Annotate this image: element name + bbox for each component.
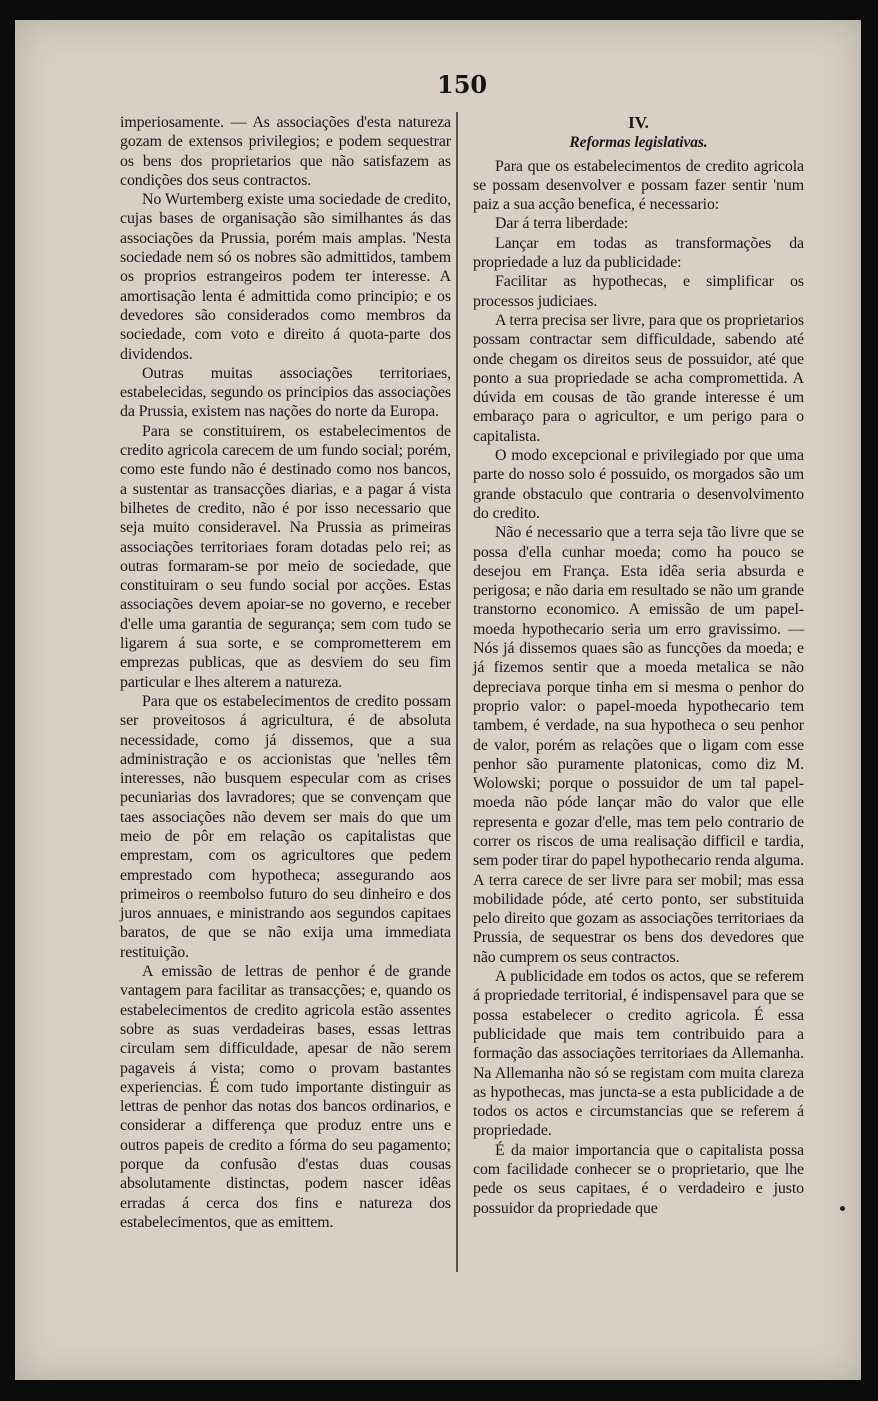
right-paragraph-1: Para que os estabelecimentos de credito agricola se possam desenvolver e possam fazer sentir 'num paiz a sua acção benefica, é necessario: <box>473 157 804 214</box>
column-divider <box>456 112 458 1272</box>
right-column <box>473 113 804 1218</box>
right-paragraph-2: Dar á terra liberdade: <box>495 215 629 233</box>
right-paragraph-3: Lançar em todas as transformações da propriedade a luz da publicidade: <box>473 234 804 272</box>
left-paragraph-6: A emissão de lettras de penhor é de grande vantagem para facilitar as transacções; e, quando os estabelecimentos de credito agricola estão assentes sobre as suas verdadeiras bases, essas lettras circulam sem difficuldade, apesar de não serem pagaveis á vista; como o provam bastantes experiencias. É com tudo importante distinguir as lettras de penhor das notas dos bancos ordinarios, e considerar a differença que produz entre uns e outros papeis de credito a fórma do seu pagamento; porque da confusão d'estas duas cousas absolutamente distinctas, podem nascer idêas erradas á cerca dos fins e natureza dos estabelecimentos, que as emittem. <box>120 963 451 1231</box>
left-column <box>120 113 451 1232</box>
right-paragraph-6: O modo excepcional e privilegiado por que uma parte do nosso solo é possuido, os morgados são um grande obstaculo que contraria o desenvolvimento do credito. <box>473 447 804 522</box>
right-paragraph-7: Não é necessario que a terra seja tão livre que se possa d'ella cunhar moeda; como ha pouco se desejou em França. Esta idêa seria absurda e perigosa; e não daria em resultado se não um grande transtorno economico. A emissão de um papel-moeda hypothecario seria um erro gravissimo. — Nós já dissemos quaes são as funcções da moeda; e já fizemos sentir que a moeda metalica se não depreciava porque tinha em si mesma o penhor do proprio valor: o papel-moeda hypothecario tem tambem, é verdade, na sua hypotheca o seu penhor de valor, porém as relações que o ligam com esse penhor são puramente platonicas, como diz M. Wolowski; porque o possuidor de um tal papel-moeda não póde lançar mão do valor que elle representa e gozar d'elle, mas tem pelo contrario de correr os riscos de uma realisação difficil e tardia, sem poder tirar do papel hypothecario renda alguma. A terra carece de ser livre para ser mobil; mas essa mobilidade póde, até certo ponto, ser substituida pelo direito que gozam as associações territoriaes da Prussia, de sequestrar os bens dos devedores que não cumprem os seus contractos. <box>473 524 804 966</box>
page-number: 150 <box>437 70 488 99</box>
left-paragraph-4: Para se constituirem, os estabelecimentos de credito agricola carecem de um fundo social; porém, como este fundo não é destinado como nos bancos, a sustentar as transacções diarias, e a pagar á vista bilhetes de credito, não é por isso necessario que seja muito consideravel. Na Prussia as primeiras associações territoriaes foram dotadas pelo rei; as outras formaram-se por meio de sociedade, que constituiram o seu fundo social por acções. Estas associações devem apoiar-se no governo, e receber d'elle uma garantia de segurança; sem com tudo se ligarem á sua sorte, e se comprometterem em emprezas publicas, que as desviem do seu fim particular e lhes alterem a natureza. <box>120 422 451 691</box>
right-paragraph-8: A publicidade em todos os actos, que se referem á propriedade territorial, é indispensavel para que se possa estabelecer o credito agricola. É essa publicidade que mais tem contribuido para a formação das associações territoriaes da Allemanha. Na Allemanha não só se registam com muita clareza as hypothecas, mas juncta-se a esta publicidade a de todos os actos e circumstancias que se referem á propriedade. <box>473 968 804 1140</box>
right-paragraph-4: Facilitar as hypothecas, e simplificar os processos judiciaes. <box>473 273 804 310</box>
right-paragraph-5: A terra precisa ser livre, para que os proprietarios possam contractar sem difficuldade, sabendo até onde chegam os direitos seus de possuidor, até que ponto a sua propriedade se acha compromettida. A dúvida em cousas de tão grande interesse é um embaraço para o agricultor, e um perigo para o capitalista. <box>473 311 804 445</box>
left-paragraph-1: imperiosamente. — As associações d'esta natureza gozam de extensos privilegios; e podem sequestrar os bens dos proprietarios que não satisfazem as condições dos seus contractos. <box>120 114 451 189</box>
left-paragraph-3: Outras muitas associações territoriaes, estabelecidas, segundo os principios das associações da Prussia, existem nas nações do norte da Europa. <box>120 364 451 421</box>
section-number: IV. <box>628 113 649 132</box>
right-paragraph-9: É da maior importancia que o capitalista possa com facilidade conhecer se o proprietario, que lhe pede os seus capitaes, é o verdadeiro e justo possuidor da propriedade que <box>473 1141 804 1217</box>
section-title: Reformas legislativas. <box>569 134 708 152</box>
ink-dot <box>840 1206 845 1211</box>
left-paragraph-5: Para que os estabelecimentos de credito possam ser proveitosos á agricultura, é de absoluta necessidade, como já dissemos, que a sua administração e os accionistas que 'nelles têm interesses, não busquem especular com as crises pecuniarias dos lavradores; que se convençam que taes associações não devem ser mais do que um meio de pôr em relação os capitalistas que emprestam, com os agricultores que pedem emprestado com hypotheca; assegurando aos primeiros o reembolso futuro do seu dinheiro e dos juros annuaes, e ministrando aos segundos capitaes baratos, de que se não exija uma immediata restituição. <box>120 692 451 961</box>
left-paragraph-2: No Wurtemberg existe uma sociedade de credito, cujas bases de organisação são similhantes ás das associações da Prussia, porém mais amplas. 'Nesta sociedade nem só os nobres são admittidos, tambem os proprios estrangeiros podem ter interesse. A amortisação lenta é admittida como principio; e os devedores são considerados como membros da sociedade, com voto e direito á quota-parte dos dividendos. <box>120 191 451 363</box>
